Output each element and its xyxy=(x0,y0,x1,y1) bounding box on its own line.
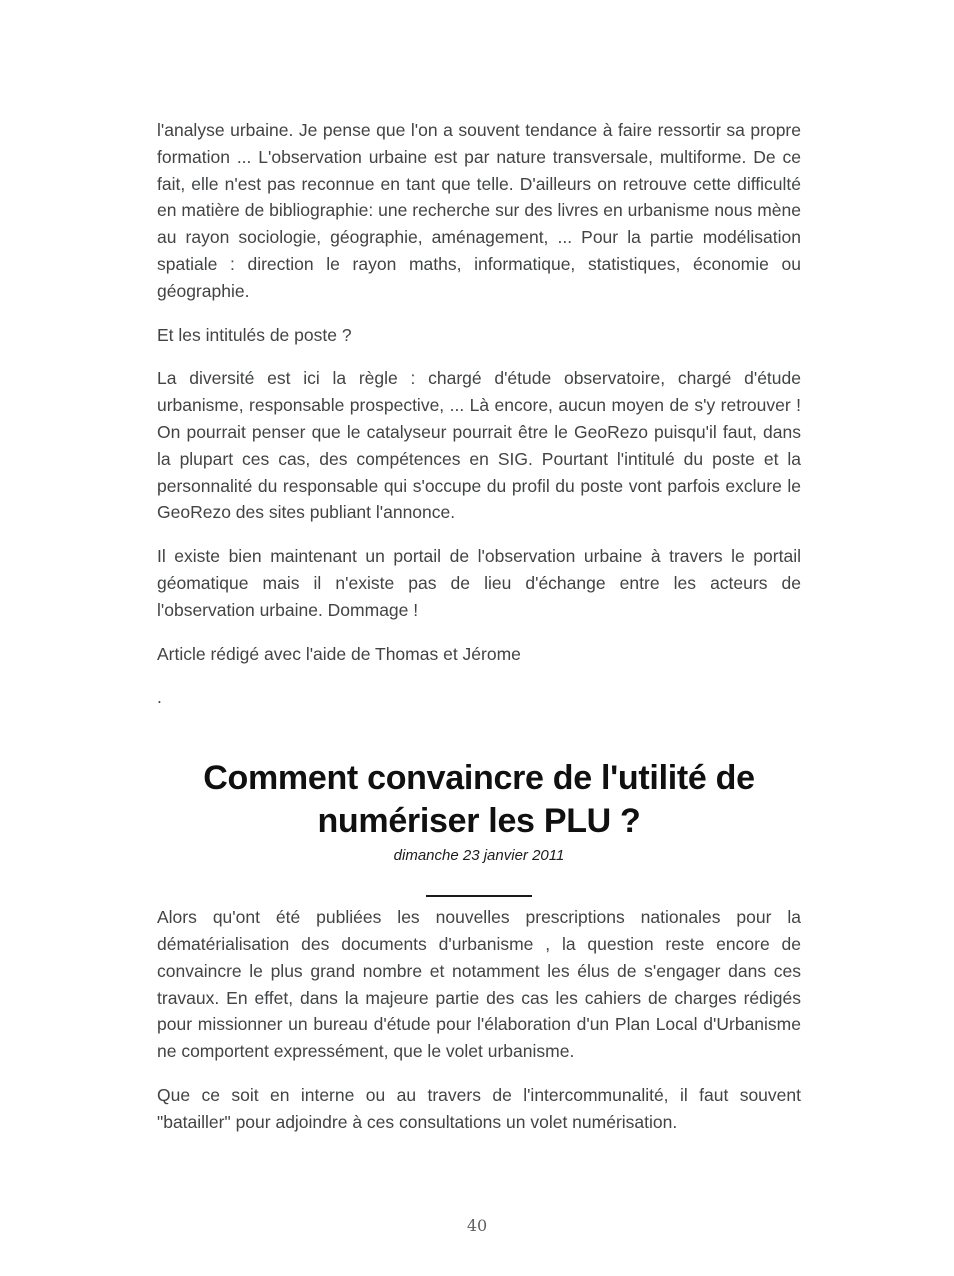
article-date: dimanche 23 janvier 2011 xyxy=(393,847,565,865)
paragraph-portail-observation: Il existe bien maintenant un portail de l'observation urbaine à travers le portail géomatique mais il n'existe pas de lieu d'échange entre les acteurs de l'observation urbaine. Dommage ! xyxy=(157,546,801,620)
section-divider xyxy=(426,895,532,897)
paragraph-article-credit: Article rédigé avec l'aide de Thomas et Jérome xyxy=(157,643,521,664)
paragraph-intitules-poste-question: Et les intitulés de poste ? xyxy=(157,324,352,345)
paragraph-diversite-regle: La diversité est ici la règle : chargé d'étude observatoire, chargé d'étude urbanisme, responsable prospective, ... Là encore, aucun moyen de s'y retrouver ! On pourrait penser que le catalyseur pourrait être le GeoRezo puisqu'il faut, dans la plupart ces cas, des compétences en SIG. Pourtant l'intitulé du poste et la personnalité du responsable qui s'occupe du profil du poste vont parfois exclure le GeoRezo des sites publiant l'annonce. xyxy=(157,368,801,523)
paragraph-lone-period: . xyxy=(157,687,162,708)
paragraph-batailler: Que ce soit en interne ou au travers de l'intercommunalité, il faut souvent "batailler" pour adjoindre à ces consultations un volet numérisation. xyxy=(157,1084,801,1132)
article-title-line-1: Comment convaincre de l'utilité de xyxy=(203,759,755,798)
article-title-line-2: numériser les PLU ? xyxy=(317,802,641,841)
page-footer xyxy=(0,1216,954,1236)
page-content xyxy=(157,117,801,1153)
article-title xyxy=(157,757,801,843)
paragraph-analyse-urbaine: l'analyse urbaine. Je pense que l'on a souvent tendance à faire ressortir sa propre formation ... L'observation urbaine est par nature transversale, multiforme. De ce fait, elle n'est pas reconnue en tant que telle. D'ailleurs on retrouve cette difficulté en matière de bibliographie: une recherche sur des livres en urbanisme nous mène au rayon sociologie, géographie, aménagement, ... Pour la partie modélisation spatiale : direction le rayon maths, informatique, statistiques, économie ou géographie. xyxy=(157,120,801,301)
page-number: 40 xyxy=(466,1216,488,1235)
article-header xyxy=(157,757,801,864)
paragraph-prescriptions-nationales: Alors qu'ont été publiées les nouvelles prescriptions nationales pour la dématérialisation des documents d'urbanisme , la question reste encore de convaincre le plus grand nombre et notamment les élus de s'engager dans ces travaux. En effet, dans la majeure partie des cas les cahiers de charges rédigés pour missionner un bureau d'étude pour l'élaboration d'un Plan Local d'Urbanisme ne comportent expressément, que le volet urbanisme. xyxy=(157,907,801,1062)
